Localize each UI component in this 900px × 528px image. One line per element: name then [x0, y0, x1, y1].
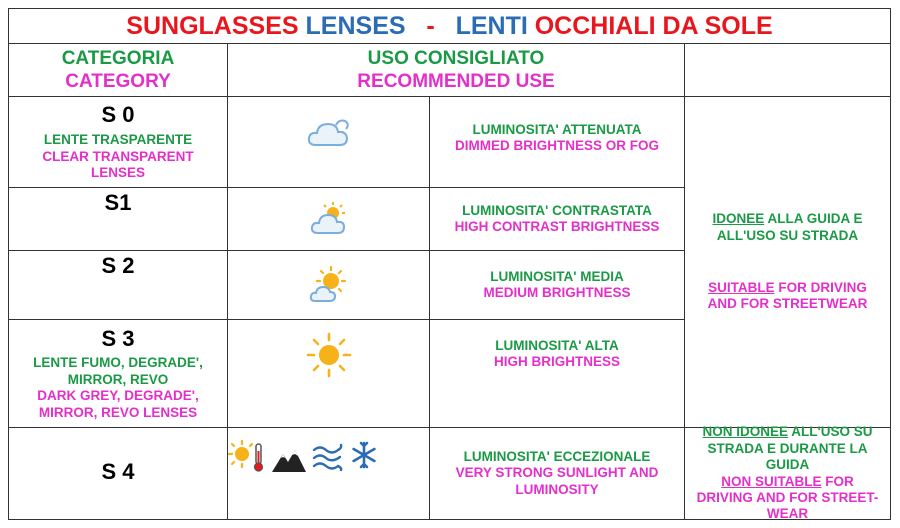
sun-behind-cloud-icon [309, 201, 349, 237]
snowflake-icon [349, 440, 379, 470]
brightness-it: LUMINOSITA' ALTA [495, 338, 619, 353]
category-code: S 0 [101, 102, 135, 128]
page-title [9, 9, 890, 43]
icon-cell-s4 [228, 428, 429, 519]
category-cell-s0 [9, 97, 227, 187]
brightness-cell-s4 [430, 428, 684, 519]
lens-desc-it: LENTE FUMO, DEGRADE', MIRROR, REVO [33, 355, 203, 387]
suitable-en-rest: FOR DRIVING AND FOR STREETWEAR [707, 280, 868, 312]
wind-waves-icon [312, 442, 344, 472]
category-cell-s4 [9, 428, 227, 519]
icon-cell-s2 [228, 251, 429, 319]
icon-cell-s0 [228, 97, 429, 187]
suitable-it-underlined: IDONEE [712, 211, 765, 227]
driving-not-suitable-cell [685, 424, 890, 522]
category-code: S 2 [101, 253, 135, 278]
not-suitable-it-underlined: NON IDONEE [702, 424, 789, 440]
lens-desc-it: LENTE TRASPARENTE [43, 132, 193, 148]
not-suitable-en-rest: FOR DRIVING AND FOR STREET-WEAR [696, 473, 879, 522]
hot-sun-thermometer-icon [228, 438, 266, 474]
driving-suitable-it [705, 211, 870, 244]
sun-icon [306, 332, 352, 378]
brightness-en: VERY STRONG SUNLIGHT AND LUMINOSITY [455, 465, 659, 497]
brightness-it: LUMINOSITA' CONTRASTATA [462, 202, 652, 218]
title-part-sunglasses: SUNGLASSES [126, 11, 299, 40]
mountains-icon [271, 444, 307, 474]
icon-cell-s1 [228, 188, 429, 250]
driving-suitable-cell [685, 97, 890, 427]
category-cell-s2 [9, 251, 227, 319]
brightness-en: DIMMED BRIGHTNESS OR FOG [454, 138, 659, 154]
icon-cell-s3 [228, 320, 429, 427]
header-recommended-use [228, 44, 684, 96]
cloud-icon [306, 115, 352, 151]
header-category [9, 44, 227, 96]
title-part-occhiali: OCCHIALI DA SOLE [534, 11, 773, 40]
header-use-en: RECOMMENDED USE [357, 71, 555, 92]
title-part-lenses: LENSES [305, 11, 406, 40]
lens-table [8, 8, 891, 520]
category-code: S1 [104, 190, 132, 215]
driving-not-suitable-it [698, 424, 878, 473]
lens-desc-en: DARK GREY, DEGRADE', MIRROR, REVO LENSES [37, 388, 199, 420]
sun-with-small-cloud-icon [309, 265, 349, 305]
brightness-it: LUMINOSITA' ECCEZIONALE [463, 448, 651, 464]
brightness-cell-s1 [430, 188, 684, 250]
title-separator: - [426, 11, 435, 40]
not-suitable-en-underlined: NON SUITABLE [721, 473, 822, 489]
brightness-it: LUMINOSITA' MEDIA [490, 268, 624, 284]
brightness-it: LUMINOSITA' ATTENUATA [472, 122, 642, 137]
not-suitable-it-rest: ALL'USO SU STRADA E DURANTE LA GUIDA [707, 424, 873, 473]
title-part-lenti: LENTI [455, 11, 528, 40]
lens-desc-en: CLEAR TRANSPARENT LENSES [42, 148, 194, 181]
category-code: S 4 [101, 458, 135, 484]
suitable-it-rest: ALLA GUIDA E ALL'USO SU STRADA [716, 211, 863, 243]
driving-suitable-en [705, 280, 870, 313]
suitable-en-underlined: SUITABLE [708, 280, 775, 295]
brightness-en: HIGH CONTRAST BRIGHTNESS [454, 219, 660, 234]
brightness-cell-s3 [430, 320, 684, 427]
driving-not-suitable-en [693, 474, 883, 523]
header-use-it: USO CONSIGLIATO [367, 47, 545, 69]
brightness-en: MEDIUM BRIGHTNESS [483, 285, 631, 300]
brightness-en: HIGH BRIGHTNESS [493, 354, 620, 370]
category-code: S 3 [101, 325, 135, 351]
category-cell-s1 [9, 188, 227, 250]
brightness-cell-s0 [430, 97, 684, 187]
header-category-en: CATEGORY [65, 71, 171, 92]
header-category-it: CATEGORIA [61, 47, 175, 69]
category-cell-s3 [9, 320, 227, 427]
brightness-cell-s2 [430, 251, 684, 319]
